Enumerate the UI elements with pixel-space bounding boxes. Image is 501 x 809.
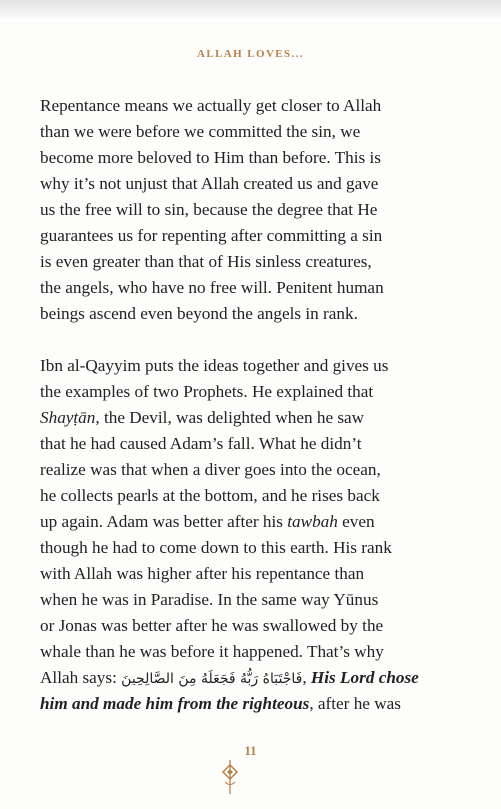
text-line: become more beloved to Him than before. This is bbox=[40, 148, 381, 167]
italic-term: tawbah bbox=[287, 512, 338, 531]
text-line: beings ascend even beyond the angels in rank. bbox=[40, 304, 358, 323]
text-line: realize was that when a diver goes into the ocean, bbox=[40, 460, 381, 479]
ornament-icon bbox=[220, 760, 240, 794]
body-text bbox=[40, 93, 480, 717]
text-line: is even greater than that of His sinless creatures, bbox=[40, 252, 372, 271]
text-line: though he had to come down to this earth. His rank bbox=[40, 538, 392, 557]
paragraph-gap bbox=[40, 327, 480, 353]
text-line: Repentance means we actually get closer to Allah bbox=[40, 96, 382, 115]
text-span: Allah says: bbox=[40, 668, 122, 687]
text-span: , bbox=[302, 668, 311, 687]
text-line: that he had caused Adam’s fall. What he didn’t bbox=[40, 434, 362, 453]
paragraph-2 bbox=[40, 353, 480, 717]
text-line: or Jonas was better after he was swallowed by the bbox=[40, 616, 384, 635]
text-line: when he was in Paradise. In the same way Yūnus bbox=[40, 590, 379, 609]
text-line bbox=[40, 691, 480, 717]
text-span: even bbox=[337, 512, 375, 531]
text-line bbox=[40, 509, 480, 535]
page-number: 11 bbox=[244, 743, 257, 758]
text-line: than we were before we committed the sin, we bbox=[40, 122, 361, 141]
text-line: the angels, who have no free will. Penitent human bbox=[40, 278, 384, 297]
text-line: whale than he was before it happened. That’s why bbox=[40, 642, 384, 661]
text-line bbox=[40, 665, 480, 691]
arabic-verse: فَاجْتَبَاهُ رَبُّهُ فَجَعَلَهُ مِنَ الصَّالِحِينَ bbox=[121, 671, 303, 687]
verse-translation: His Lord chose bbox=[310, 668, 419, 687]
verse-translation: him and made him from the righteous bbox=[40, 694, 310, 713]
italic-term: Shayṭān bbox=[40, 408, 96, 427]
text-line: guarantees us for repenting after committing a sin bbox=[40, 226, 383, 245]
text-line: the examples of two Prophets. He explained that bbox=[40, 382, 374, 401]
text-line: with Allah was higher after his repentance than bbox=[40, 564, 365, 583]
text-span: , the Devil, was delighted when he saw bbox=[95, 408, 365, 427]
text-span: up again. Adam was better after his bbox=[40, 512, 288, 531]
text-line: why it’s not unjust that Allah created us and gave bbox=[40, 174, 379, 193]
text-span: , after he was bbox=[309, 694, 401, 713]
text-line bbox=[40, 405, 480, 431]
text-line: he collects pearls at the bottom, and he rises back bbox=[40, 486, 380, 505]
paragraph-1 bbox=[40, 93, 480, 327]
text-line: Ibn al-Qayyim puts the ideas together and gives us bbox=[40, 356, 389, 375]
running-header: ALLAH LOVES... bbox=[196, 48, 304, 60]
top-edge-shadow bbox=[0, 0, 501, 20]
text-line: us the free will to sin, because the degree that He bbox=[40, 200, 378, 219]
